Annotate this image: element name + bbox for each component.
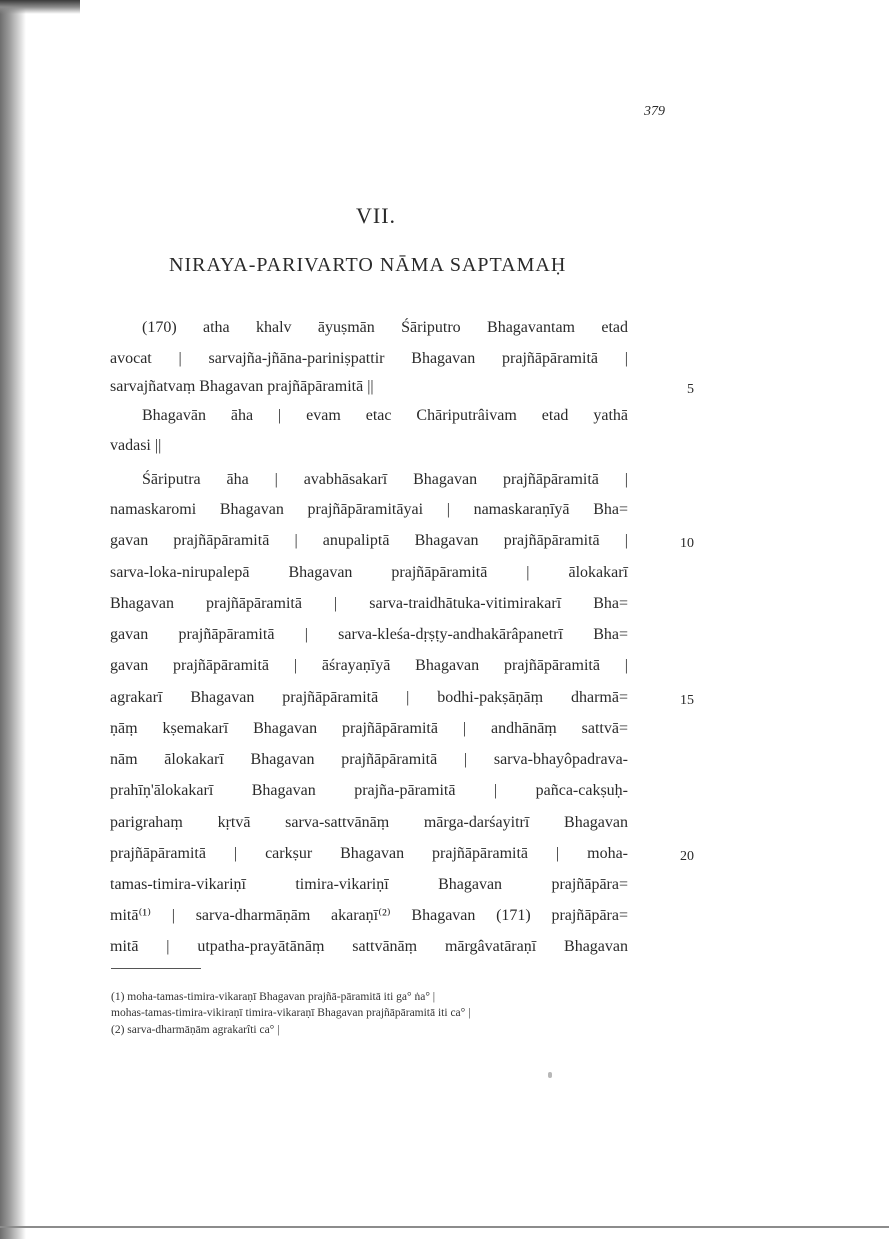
footnote: (1) moha-tamas-timira-vikaraṇī Bhagavan prajñā-pāramitā iti ga° ṅa° | (111, 991, 436, 1003)
text-line: Śāriputra āha | avabhāsakarī Bhagavan prajñāpāramitā | (142, 471, 628, 488)
page-number: 379 (644, 104, 665, 119)
text-line: ṇāṃ kṣemakarī Bhagavan prajñāpāramitā | andhānāṃ sattvā= (110, 720, 628, 737)
text-line: (170) atha khalv āyuṣmān Śāriputro Bhagavantam etad (142, 319, 628, 336)
footnote-separator (111, 968, 201, 969)
text-line: Bhagavan prajñāpāramitā | sarva-traidhātuka-vitimirakarī Bha= (110, 595, 628, 612)
text-line: nām ālokakarī Bhagavan prajñāpāramitā | sarva-bhayôpadrava- (110, 751, 628, 768)
text-line: mitā | utpatha-prayātānāṃ sattvānāṃ mārgâvatāraṇī Bhagavan (110, 938, 628, 955)
line-number: 5 (687, 382, 694, 397)
text-line: gavan prajñāpāramitā | āśrayaṇīyā Bhagavan prajñāpāramitā | (110, 657, 628, 674)
footnote: mohas-tamas-timira-vikiraṇī timira-vikaraṇī Bhagavan prajñāpāramitā iti ca° | (111, 1007, 471, 1019)
scan-gutter-shadow (0, 0, 26, 1239)
line-number: 15 (680, 693, 694, 708)
chapter-title: NIRAYA-PARIVARTO NĀMA SAPTAMAḤ (169, 254, 567, 276)
chapter-number: VII. (356, 203, 397, 228)
text-line: parigrahaṃ kṛtvā sarva-sattvānāṃ mārga-darśayitrī Bhagavan (110, 814, 628, 831)
text-line: gavan prajñāpāramitā | sarva-kleśa-dṛṣṭy-andhakārâpanetrī Bha= (110, 626, 628, 643)
line-number: 20 (680, 849, 694, 864)
text-line: tamas-timira-vikariṇī timira-vikariṇī Bhagavan prajñāpāra= (110, 876, 628, 893)
text-line: prajñāpāramitā | carkṣur Bhagavan prajñāpāramitā | moha- (110, 845, 628, 862)
line-number: 10 (680, 536, 694, 551)
text-line: mitā⁽¹⁾ | sarva-dharmāṇām akaraṇī⁽²⁾ Bhagavan (171) prajñāpāra= (110, 907, 628, 924)
footnote: (2) sarva-dharmāṇām agrakarîti ca° | (111, 1024, 280, 1036)
text-line: gavan prajñāpāramitā | anupaliptā Bhagavan prajñāpāramitā | (110, 532, 628, 549)
text-line: agrakarī Bhagavan prajñāpāramitā | bodhi-pakṣāṇāṃ dharmā= (110, 689, 628, 706)
text-line: vadasi || (110, 437, 162, 454)
scan-speck (548, 1072, 552, 1078)
scan-bottom-edge (0, 1226, 889, 1228)
text-line: sarva-loka-nirupalepā Bhagavan prajñāpāramitā | ālokakarī (110, 564, 628, 581)
text-line: sarvajñatvaṃ Bhagavan prajñāpāramitā || (110, 378, 374, 395)
text-line: namaskaromi Bhagavan prajñāpāramitāyai | namaskaraṇīyā Bha= (110, 501, 628, 518)
text-line: prahīṇ'ālokakarī Bhagavan prajña-pāramitā | pañca-cakṣuḥ- (110, 782, 628, 799)
text-line: Bhagavān āha | evam etac Chāriputrâivam etad yathā (142, 407, 628, 424)
scan-corner-shadow (0, 0, 80, 14)
text-line: avocat | sarvajña-jñāna-pariniṣpattir Bhagavan prajñāpāramitā | (110, 350, 628, 367)
